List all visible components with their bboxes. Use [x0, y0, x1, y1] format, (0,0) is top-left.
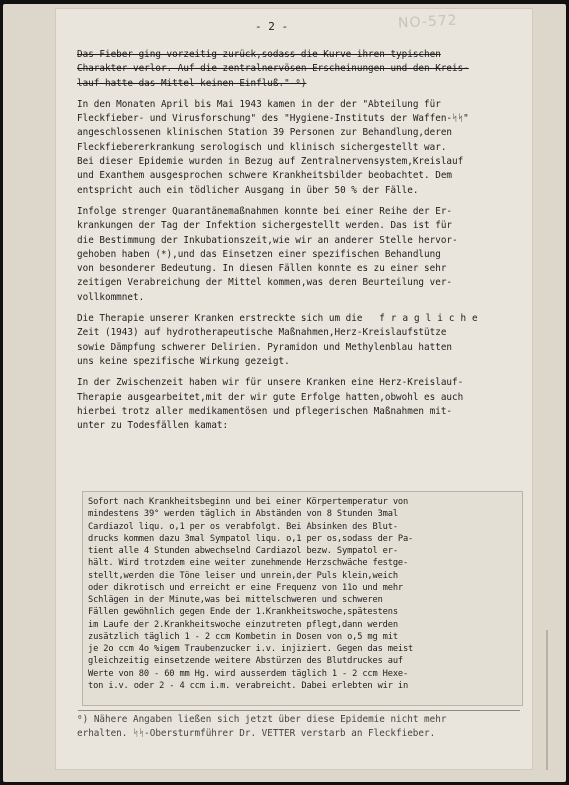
edge-shadow — [546, 630, 548, 770]
text-line: Bei dieser Epidemie wurden in Bezug auf Zentralnervensystem,Kreislauf — [77, 156, 464, 168]
paragraph-4 — [77, 376, 525, 433]
quote-line: Fällen gewöhnlich gegen Ende der 1.Krankheitswoche,spätestens — [88, 607, 398, 618]
page-number: - 2 - — [255, 20, 289, 33]
struck-line: lauf hatte das Mittel keinen Einfluß." ⁰) — [77, 77, 307, 89]
text-line: Therapie ausgearbeitet,mit der wir gute Erfolge hatten,obwohl es auch — [77, 391, 464, 403]
text-line: sowie Dämpfung schwerer Delirien. Pyramidon und Methylenblau hatten — [77, 341, 453, 353]
text-segment: Die Therapie unserer Kranken erstreckte sich um die — [77, 313, 363, 325]
quote-line: tient alle 4 Stunden abwechselnd Cardiazol bezw. Sympatol er- — [88, 546, 398, 556]
text-line: entspricht auch ein tödlicher Ausgang in über 50 % der Fälle. — [77, 184, 419, 196]
text-line: uns keine spezifische Wirkung gezeigt. — [77, 355, 290, 367]
spaced-word: fragliche — [379, 313, 484, 325]
quote-line: gleichzeitig einsetzende weitere Abstürzen des Blutdruckes auf — [88, 656, 403, 667]
text-line: die Bestimmung der Inkubationszeit,wie wir an anderer Stelle hervor- — [77, 234, 458, 246]
quote-line: drucks kommen dazu 3mal Sympatol liqu. o,1 per os,sodass der Pa- — [88, 533, 414, 544]
text-line: gehoben haben (*),und das Einsetzen einer spezifischen Behandlung — [77, 248, 441, 260]
paragraph-1 — [77, 98, 525, 198]
text-line: zeitigen Verabreichung der Mittel kommen,was deren Beurteilung ver- — [77, 277, 453, 289]
quote-line: ton i.v. oder 2 - 4 ccm i.m. verabreicht. Dabei erlebten wir in — [88, 680, 409, 691]
text-line — [77, 312, 525, 326]
quote-line: zusätzlich täglich 1 - 2 ccm Kombetin in Dosen von o,5 mg mit — [88, 631, 398, 642]
quote-line: Cardiazol liqu. o,1 per os verabfolgt. Bei Absinken des Blut- — [88, 521, 398, 532]
quote-line: stellt,werden die Töne leiser und unrein,der Puls klein,weich — [88, 570, 398, 581]
footnote-text: Nähere Angaben ließen sich jetzt über diese Epidemie nicht mehr — [93, 714, 447, 725]
quote-line: Werte von 80 - 60 mm Hg. wird ausserdem täglich 1 - 2 ccm Hexe- — [88, 668, 409, 679]
text-line: Fleckfieber- und Virusforschung" des "Hygiene-Instituts der Waffen-ᛋᛋ" — [77, 113, 469, 125]
text-line: von besonderer Bedeutung. In diesen Fällen konnte es zu einer sehr — [77, 263, 447, 275]
text-line: In den Monaten April bis Mai 1943 kamen in der der "Abteilung für — [77, 98, 441, 110]
footnote-line — [77, 713, 525, 727]
text-line: Fleckfiebererkrankung serologisch und klinisch sichergestellt war. — [77, 141, 447, 153]
quote-line: hält. Wird trotzdem eine weiter zunehmende Herzschwäche festge- — [88, 558, 409, 569]
text-line: In der Zwischenzeit haben wir für unsere Kranken eine Herz-Kreislauf- — [77, 377, 464, 389]
quote-line: im Laufe der 2.Krankheitswoche einzutreten pflegt,dann werden — [88, 619, 398, 630]
text-line: Infolge strenger Quarantänemaßnahmen konnte bei einer Reihe der Er- — [77, 205, 453, 217]
text-line: hierbei trotz aller medikamentösen und pflegerischen Maßnahmen mit- — [77, 405, 453, 417]
paragraph-3 — [77, 312, 525, 369]
quote-line: Sofort nach Krankheitsbeginn und bei einer Körpertemperatur von — [88, 497, 409, 507]
body-text — [77, 48, 525, 433]
text-line: und Exanthem ausgesprochen schwere Krankheitsbilder beobachtet. Dem — [77, 170, 453, 182]
text-line: Zeit (1943) auf hydrotherapeutische Maßnahmen,Herz-Kreislaufstütze — [77, 327, 447, 339]
struck-line: Das Fieber ging vorzeitig zurück,sodass die Kurve ihren typischen — [77, 49, 441, 60]
text-line: angeschlossenen klinischen Station 39 Personen zur Behandlung,deren — [77, 127, 453, 139]
footnote-marker: ⁰) — [77, 714, 89, 725]
footnote-line: erhalten. ᛋᛋ-Obersturmführer Dr. VETTER verstarb an Fleckfieber. — [77, 727, 436, 739]
quoted-therapy-block — [82, 491, 523, 706]
archive-stamp: NO-572 — [397, 12, 459, 32]
quote-line: oder dikrotisch und erreicht er eine Frequenz von 11o und mehr — [88, 582, 403, 593]
quote-line: je 2o ccm 4o %igem Traubenzucker i.v. injiziert. Gegen das meist — [88, 644, 414, 654]
text-line: vollkommnet. — [77, 291, 145, 303]
quote-line: mindestens 39° werden täglich in Abständen von 8 Stunden 3mal — [88, 509, 398, 520]
struck-line: Charakter verlor. Auf die zentralnervösen Erscheinungen und den Kreis- — [77, 63, 469, 75]
footnote — [77, 713, 525, 740]
text-line: unter zu Todesfällen kamat: — [77, 420, 229, 432]
paragraph-2 — [77, 205, 525, 305]
text-line: krankungen der Tag der Infektion sichergestellt werden. Das ist für — [77, 220, 453, 232]
footnote-divider — [78, 710, 520, 711]
quote-line: Schlägen in der Minute,was bei mittelschweren und schweren — [88, 595, 383, 605]
